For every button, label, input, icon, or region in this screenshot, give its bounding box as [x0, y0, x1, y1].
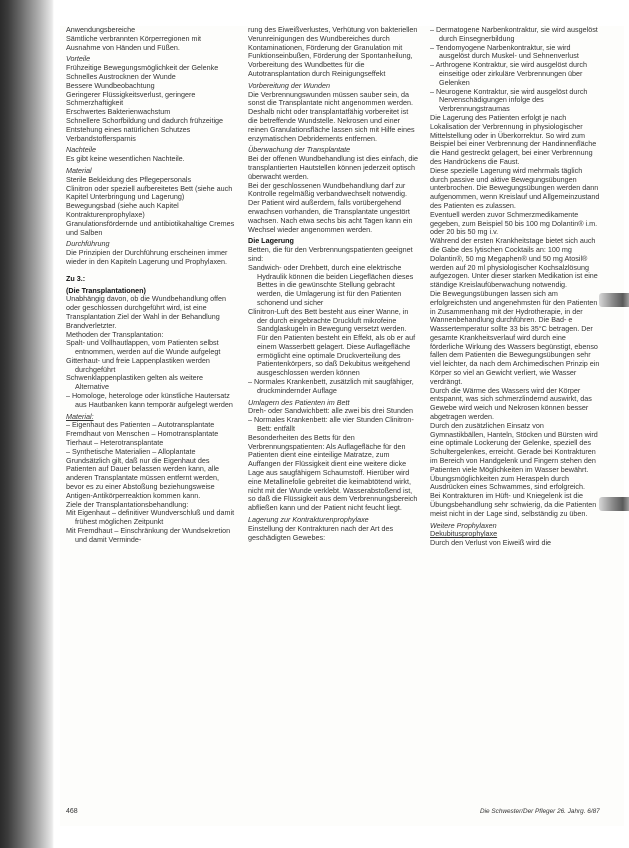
paragraph: Diese spezielle Lagerung wird mehrmals täglich durch passive und aktive Bewegungsübungen unterbrochen. Die Bewegungsübungen werden dann aufgenommen, wenn Kreislauf und Allgemeinzustand des Patienten es zulassen.	[430, 165, 600, 210]
list-item: Sandwich- oder Drehbett, durch eine elektrische Hydraulik können die beiden Liegeflächen dieses Bettes in die gewünschte Stellung gebracht werden, die Umlagerung ist für den Patienten schonend und sicher	[248, 262, 414, 307]
list-item: – Dermatogene Narbenkontraktur, sie wird ausgelöst durch Einsegnerbildung	[430, 25, 598, 43]
scan-binding-shadow	[0, 0, 54, 848]
paragraph: Es gibt keine wesentlichen Nachteile.	[66, 154, 185, 164]
paragraph: Durch den zusätzlichen Einsatz von Gymnastikbällen, Hanteln, Stöcken und Bürsten wird eine optimale Lockerung der Gelenke, speziell des Schultergelenkes, erreicht. Gerade bei Kontrakturen im Bereich von Handgelenk und Fingern stehen den Patienten viele Möglichkeiten im Wasser bewährt. Übungsmöglichkeiten zum Heraspeln durch Ausdrücken eines Schwammes, sind erfolgreich.	[430, 420, 598, 492]
paragraph: Sterile Bekleidung des Pflegepersonals	[66, 174, 192, 184]
paragraph: Methoden der Transplantation:	[66, 329, 164, 339]
paragraph: Dekubitusprophylaxe	[430, 529, 498, 539]
paragraph: Erschwertes Bakterienwachstum	[66, 107, 171, 117]
binder-clip-lower	[599, 497, 629, 511]
paragraph: Bei der geschlossenen Wundbehandlung darf zur Kontrolle regelmäßig verbandwechselt notwendig.	[248, 180, 408, 199]
paragraph: Die Verbrennungswunden müssen sauber sein, da sonst die Transplantate nicht angenommen werden.	[248, 89, 414, 108]
paragraph: Bessere Wundbeobachtung	[66, 80, 155, 90]
paragraph: Die Lagerung des Patienten erfolgt je nach Lokalisation der Verbrennung in physiologischer Mittelstellung oder in Überkorrektur. So wird zum Beispiel bei einer Verbrennung der Handinnenfläche die Hand gestreckt gelagert, bei einer Verbrennung des Handrückens die Faust.	[430, 112, 597, 166]
list-item: Fremdhaut von Menschen – Homotransplantate	[66, 429, 219, 439]
subsection-heading: Umlagern des Patienten im Bett	[248, 397, 350, 407]
paragraph: Unabhängig davon, ob die Wundbehandlung offen oder geschlossen durchgeführt wird, ist eine Transplantation Ziel der Wahl in der Behandlung Brandverletzter.	[66, 294, 226, 330]
paragraph: Die Bewegungsübungen lassen sich am erfolgreichsten und angenehmsten für den Patienten in Zusammenhang mit der Hydrotherapie, in der Wannenbehandlung durchführen. Die Bad- e Wassertemperatur sollte 33 bis 35°C betragen. Der gesamte Krankheitsverlauf wird durch eine förderliche Wirkung des Wassers begünstigt, ebenso fallen dem Patienten die Bewegungsübungen sehr viel leichter, da nach dem Archimedischen Prinzip ein Körper so viel an Gewicht verliert, wie Wasser verdrängt.	[430, 288, 600, 386]
paragraph: Durch die Wärme des Wassers wird der Körper entspannt, was sich schmerzlindernd auswirkt, das Gewebe wird weich und Nekrosen können besser abgetragen werden.	[430, 385, 592, 422]
paragraph: Granulationsfördernde und antibiotikahaltige Cremes und Salben	[66, 218, 235, 237]
paragraph: Eventuell werden zuvor Schmerzmedikamente gegeben, zum Beispiel 50 bis 100 mg Dolantin® i.m. oder 20 bis 50 mg i.v.	[430, 209, 598, 237]
paragraph: Betten, die für den Verbrennungspatienten geeignet sind:	[248, 245, 413, 263]
list-item: – Normales Krankenbett: alle vier Stunden Clinitron-Bett: entfällt	[248, 415, 414, 434]
page-number: 468	[66, 808, 78, 815]
list-item: – Neurogene Kontraktur, sie wird ausgelöst durch Nervenschädigungen infolge des Verbrennungstraumas	[430, 86, 588, 114]
paragraph: Anwendungsbereiche	[66, 25, 136, 34]
list-item: Clinitron-Luft des Bett besteht aus einer Wanne, in der durch eingebrachte Druckluft mikrofeine Sandglaskugeln in Bewegung versetzt werden. Für den Patienten besteht ein Effekt, als ob er auf einem Wasserbett gelagert. Diese Auflagefläche ermöglicht eine optimale Druckverteilung des Patientenkörpers, so daß Dekubitus weitgehend ausgeschlossen werden können	[248, 306, 416, 378]
subsection-heading: Weitere Prophylaxen	[430, 520, 497, 530]
paragraph: Geringerer Flüssigkeitsverlust, geringere Schmerzhaftigkeit	[66, 89, 196, 108]
list-item: Schwenklappenplastiken gelten als weitere Alternative	[66, 373, 204, 392]
subsection-heading: Material:	[66, 411, 94, 421]
journal-footer: Die Schwester/Der Pfleger 26. Jahrg. 6/87	[480, 808, 600, 815]
subsection-heading: Überwachung der Transplantate	[248, 145, 351, 155]
text-column-left	[66, 26, 236, 545]
paragraph: Frühzeitige Bewegungsmöglichkeit der Gelenke	[66, 63, 219, 73]
list-item: Spalt- und Vollhautlappen, vom Patienten selbst entnommen, werden auf die Wunde aufgelegt	[66, 338, 221, 357]
paragraph: Verbandstoffersparnis	[66, 133, 136, 143]
paragraph: Schnelles Austrocknen der Wunde	[66, 71, 176, 81]
paragraph: Bewegungsbad (siehe auch Kapitel Kontrakturenprophylaxe)	[66, 201, 179, 219]
binder-clip-upper	[599, 293, 629, 307]
paragraph: Deshalb nicht oder transplantatfähig vorbereitet ist die betreffende Wundstelle. Nekrosen und einer reinen Granulationsfläche lassen sich mit Hilfe eines enzymatischen Debridements entfernen.	[248, 107, 415, 143]
paragraph: Schnellere Schorfbildung und dadurch frühzeitige Entstehung eines natürlichen Schutzes	[66, 115, 224, 134]
paragraph: Bei Kontrakturen im Hüft- und Kniegelenk ist die Übungsbehandlung sehr schwierig, da die Patienten meist nicht in der Lage sind, selbständig zu üben.	[430, 491, 597, 518]
paragraph: Bei der offenen Wundbehandlung ist dies einfach, die transplantierten Hautstellen können jederzeit optisch überwacht werden.	[248, 154, 418, 181]
subsection-heading: Lagerung zur Kontrakturenprophylaxe	[248, 515, 369, 525]
section-heading: Die Lagerung	[248, 236, 294, 246]
paragraph: Besonderheiten des Betts für den Verbrennungspatienten: Als Auflagefläche für den Patienten dient eine einteilige Matratze, zum Auffangen der Flüssigkeit dient eine weitere dicke Lage aus saugfähigem Schaumstoff. Hierüber wird eine Metallinefolie gebreitet die keimabtötend wirkt, nicht mit der Wunde verklebt. Wasserabstoßend ist, so daß die Flüssigkeit aus dem Verbrennungsbereich abfließen kann und der Patient nicht feucht liegt.	[248, 432, 418, 513]
list-item: – Normales Krankenbett, zusätzlich mit saugfähiger, druckmindernder Auflage	[248, 377, 414, 395]
paragraph: Sämtliche verbrannten Körperregionen mit Ausnahme von Händen und Füßen.	[66, 33, 202, 52]
paragraph: rung des Eiweißverlustes, Verhütung von bakteriellen Verunreinigungen des Wundbereiches durch Kontaminationen, Förderung der Granulation mit Funktionseinbußen, Förderung der Spontanheilung, Vorbereitung des Wundbettes für die Autotransplantation durch Reinigungseffekt	[248, 25, 418, 78]
text-column-middle	[248, 26, 418, 542]
paragraph: Einstellung der Kontrakturen nach der Art des geschädigten Gewebes:	[248, 523, 394, 542]
subsection-heading: Vorteile	[66, 54, 91, 64]
list-item: Mit Fremdhaut – Einschränkung der Wundsekretion und damit Verminde-	[66, 526, 231, 544]
list-item: Dreh- oder Sandwichbett: alle zwei bis drei Stunden	[248, 406, 414, 416]
journal-page	[60, 26, 624, 826]
paragraph: Die Prinzipien der Durchführung erscheinen immer wieder in den Kapiteln Lagerung und Prophylaxen.	[66, 248, 228, 266]
list-item: – Homologe, heterologe oder künstliche Hautersatz aus Hautbanken kann temporär aufgelegt werden	[66, 391, 233, 409]
section-heading: Zu 3.:	[66, 273, 86, 283]
list-item: – Eigenhaut des Patienten – Autotransplantate	[66, 420, 215, 430]
list-item: Mit Eigenhaut – definitiver Wundverschluß und damit frühest möglichen Zeitpunkt	[66, 508, 235, 527]
subsection-heading: Nachteile	[66, 145, 96, 155]
list-item: – Arthrogene Kontraktur, sie wird ausgelöst durch einseitige oder zirkuläre Verbrennungen über Gelenken	[430, 60, 588, 87]
paragraph: Grundsätzlich gilt, daß nur die Eigenhaut des Patienten auf Dauer belassen werden kann, alle anderen Transplantate müssen entfernt werden, bevor es zu einer Abstoßung beziehungsweise Antigen-Antikörperreaktion kommen kann.	[66, 455, 220, 500]
list-item: – Tendomyogene Narbenkontraktur, sie wird ausgelöst durch Muskel- und Sehnenverlust	[430, 42, 579, 61]
section-heading: (Die Transplantationen)	[66, 285, 146, 295]
paragraph: Durch den Verlust von Eiweiß wird die	[430, 538, 552, 548]
subsection-heading: Durchführung	[66, 239, 110, 249]
list-item: Tierhaut – Heterotransplantate	[66, 438, 164, 448]
text-column-right	[430, 26, 600, 548]
subsection-heading: Vorbereitung der Wunden	[248, 80, 331, 90]
paragraph-gap	[66, 267, 236, 272]
paragraph: Während der ersten Krankheitstage bietet sich auch die Gabe des lytischen Cocktails an: 100 mg Dolantin®, 50 mg Megaphen® und 50 mg Atosil® werden auf 20 ml physiologischer Kochsalzlösung aufgezogen. Unter dieser starken Medikation ist eine ständige Kreislaufüberwachung notwendig.	[430, 236, 598, 290]
subsection-heading: Material	[66, 165, 92, 175]
paragraph: Clinitron oder speziell aufbereitetes Bett (siehe auch Kapitel Unterbringung und Lagerung)	[66, 183, 233, 202]
paragraph: Ziele der Transplantationsbehandlung:	[66, 499, 189, 509]
paragraph: Der Patient wird außerdem, falls vorübergehend erwachsen vorhanden, die Transplantate ungestört wachsen. Nach etwa sechs bis acht Tagen kann ein Wechsel wieder angenommen werden.	[248, 198, 413, 234]
list-item: Gitterhaut- und freie Lappenplastiken werden durchgeführt	[66, 355, 210, 374]
list-item: – Synthetische Materialien – Alloplantate	[66, 446, 196, 456]
